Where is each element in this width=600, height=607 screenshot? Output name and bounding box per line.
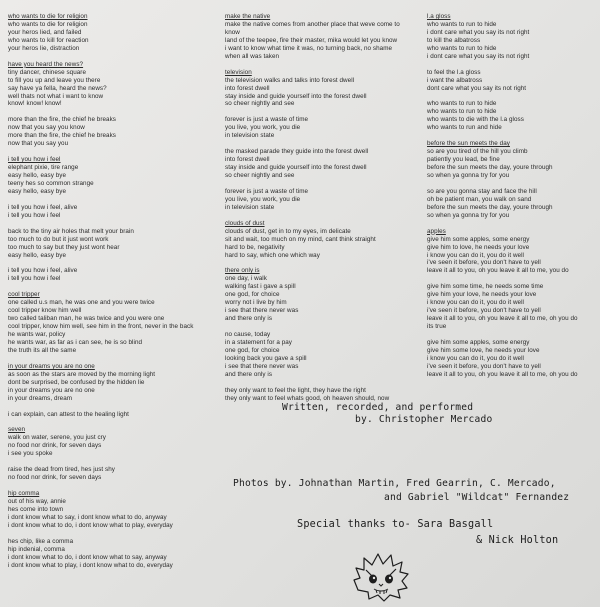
song-title: in your dreams you are no one — [8, 362, 95, 370]
lyric-line: so when ya gonna try for you — [427, 172, 510, 180]
lyric-line: and there only is — [225, 370, 273, 378]
stanza-gap — [8, 259, 223, 267]
song-title: who wants to die for religion — [8, 13, 88, 20]
stanza-gap — [427, 93, 597, 101]
lyric-line: one called u.s man, he was one and you were twice — [8, 299, 155, 307]
lyric-line: raise the dead from tired, hes just shy — [8, 466, 115, 474]
lyric-line: dont be surprised, be confused by the hidden lie — [8, 378, 145, 386]
lyric-line: give him some apples, some energy — [427, 338, 530, 346]
lyric-line: who wants to run to hide — [427, 108, 497, 116]
lyric-line: into forest dwell — [225, 156, 270, 164]
lyric-line: make the native comes from another place that weve come to — [225, 20, 400, 28]
lyric-line: i know you can do it, you do it well — [427, 299, 525, 307]
lyric-line: they only want to feel whats good, oh heaven should, now — [225, 394, 390, 402]
song-title: cool tripper — [8, 291, 40, 299]
lyric-line: the truth its all the same — [8, 346, 77, 354]
lyric-line: cool tripper know him well — [8, 307, 82, 315]
lyric-line: before the sun meets the day, youre through — [427, 203, 553, 211]
credits-written-line: Written, recorded, and performed — [282, 402, 474, 413]
lyric-line: i know you can do it, you do it well — [427, 354, 525, 362]
lyric-line: easy hello, easy bye — [8, 251, 67, 259]
lyric-line: who wants to run to hide — [427, 20, 497, 28]
lyric-line: you live, you work, you die — [225, 195, 301, 203]
lyric-line: so are you tired of the hill you climb — [427, 148, 528, 156]
lyric-line: clouds of dust, get in to my eyes, im delicate — [225, 227, 351, 235]
lyric-line: know! know! know! — [8, 100, 62, 108]
lyric-line: no food nor drink, for seven days — [8, 474, 102, 482]
song-block — [8, 13, 223, 53]
lyric-line: in television state — [225, 132, 275, 140]
lyric-line: who wants to die with the l.a gloss — [427, 116, 524, 124]
song-block — [8, 156, 223, 283]
lyric-line: as soon as the stars are moved by the morning light — [8, 370, 156, 378]
song-title: television — [225, 68, 252, 76]
credits-artist-line: by. Christopher Mercado — [355, 414, 493, 425]
lyric-line: teeny hes so common strange — [8, 179, 94, 187]
lyric-line: forever is just a waste of time — [225, 116, 309, 124]
lyric-line: to kill the albatross — [427, 36, 481, 44]
song-block — [225, 267, 425, 402]
lyric-line: hard to say, which one which way — [225, 251, 320, 259]
lyric-line: and there only is — [225, 315, 273, 323]
lyric-line: leave it all to you, oh you leave it all to me, you do — [427, 267, 569, 275]
lyric-line: before the sun meets the day, youre through — [427, 164, 553, 172]
song-title: before the sun meets the day — [427, 140, 510, 148]
lyric-line: i tell you how i feel, alive — [8, 267, 78, 275]
lyric-line: who wants to kill for reaction — [8, 36, 89, 44]
lyric-line: know — [225, 28, 240, 36]
stanza-gap — [8, 458, 223, 466]
lyric-line: the masked parade they guide into the forest dwell — [225, 148, 369, 156]
song-block — [8, 291, 223, 355]
lyric-line: give him your love, he needs your love — [427, 291, 537, 299]
lyric-line: no cause, today — [225, 331, 271, 339]
lyric-line: sit and wait, too much on my mind, cant think straight — [225, 235, 376, 243]
lyric-line: i tell you how i feel, alive — [8, 203, 78, 211]
lyric-line: i've seen it before, you don't have to yell — [427, 307, 541, 315]
lyric-line: he wants war, as far as i can see, he is so blind — [8, 338, 143, 346]
stanza-gap — [225, 180, 425, 188]
lyrics-column-1 — [8, 13, 223, 570]
lyric-line: no food nor drink, for seven days — [8, 442, 102, 450]
lyric-line: i dont know what to play, i dont know what to do, everyday — [8, 561, 173, 569]
lyric-line: too much to do but it just wont work — [8, 235, 109, 243]
lyric-line: who wants to run to hide — [427, 100, 497, 108]
lyric-line: worry not i live by him — [225, 299, 287, 307]
lyric-line: oh be patient man, you walk on sand — [427, 195, 532, 203]
song-block — [8, 426, 223, 482]
lyric-line: to feel the l.a gloss — [427, 68, 481, 76]
lyric-line: stay inside and guide yourself into the forest dwell — [225, 92, 367, 100]
lyric-line: i tell you how i feel — [8, 211, 61, 219]
lyric-line: now that you say you — [8, 140, 69, 148]
lyric-line: in your dreams you are no one — [8, 386, 95, 394]
lyric-line: i see that there never was — [225, 307, 299, 315]
lyric-line: who wants to run and hide — [427, 124, 502, 132]
song-block — [225, 220, 425, 260]
credits-photos-line-2: and Gabriel "Wildcat" Fernandez — [384, 492, 570, 503]
lyric-line: now that you say you know — [8, 124, 85, 132]
lyric-line: i want to know what time it was, no turning back, no shame — [225, 44, 393, 52]
lyric-line: he wants war, policy — [8, 331, 66, 339]
lyrics-column-3 — [427, 13, 597, 379]
lyric-line: i want the albatross — [427, 76, 483, 84]
stanza-gap — [8, 530, 223, 538]
song-title: hip comma — [8, 490, 40, 497]
song-gap — [8, 355, 223, 363]
lyric-line: dont care what you say its not right — [427, 84, 527, 92]
lyric-line: more than the fire, the chief he breaks — [8, 132, 117, 140]
stanza-gap — [8, 108, 223, 116]
song-gap — [225, 212, 425, 220]
lyric-line: i see you spoke — [8, 450, 53, 458]
stanza-gap — [427, 275, 597, 283]
lyric-line: easy hello, easy bye — [8, 187, 67, 195]
lyric-line: in a statement for a pay — [225, 338, 293, 346]
lyric-line: looking back you gave a spill — [225, 354, 307, 362]
stanza-gap — [427, 331, 597, 339]
lyric-line: forever is just a waste of time — [225, 187, 309, 195]
lyrics-column-2 — [225, 13, 425, 403]
lyric-line: leave it all to you, oh you leave it all to me, oh you do — [427, 315, 578, 323]
stanza-gap — [225, 108, 425, 116]
mascot-icon — [350, 550, 412, 602]
song-gap — [427, 220, 597, 228]
song-block — [8, 61, 223, 148]
lyric-line: i've seen it before, you don't have to yell — [427, 362, 541, 370]
stanza-gap — [427, 180, 597, 188]
lyric-line: you live, you work, you die — [225, 124, 301, 132]
lyric-line: your heros lied, and failed — [8, 28, 82, 36]
song-title: i tell you how i feel — [8, 156, 61, 164]
lyric-line: i dont know what to do, i dont know what to play, everyday — [8, 521, 173, 529]
stanza-gap — [8, 220, 223, 228]
lyric-line: i dont know what to say, i dont know what to do, anyway — [8, 513, 167, 521]
song-block — [8, 363, 223, 419]
song-gap — [427, 132, 597, 140]
song-block — [225, 69, 425, 212]
lyric-line: walking fast i gave a spill — [225, 283, 296, 291]
song-title: make the native — [225, 13, 271, 20]
lyric-line: i tell you how i feel — [8, 275, 61, 283]
lyric-line: walk on water, serene, you just cry — [8, 434, 106, 442]
credits-thanks-line: Special thanks to- Sara Basgall — [297, 519, 494, 530]
lyric-line: one god, for choice — [225, 346, 280, 354]
credits-thanks-line-2: & Nick Holton — [476, 535, 559, 546]
lyric-line: i've seen it before, you don't have to yell — [427, 259, 541, 267]
lyric-line: give him to love, he needs your love — [427, 243, 530, 251]
lyric-line: so when ya gonna try for you — [427, 211, 510, 219]
lyric-line: elephant pixie, tire range — [8, 164, 79, 172]
lyric-line: more than the fire, the chief he breaks — [8, 116, 117, 124]
lyric-line: hard to be, negativity — [225, 243, 285, 251]
lyric-line: one god, for choice — [225, 291, 280, 299]
lyric-line: too much to say but they just wont hear — [8, 243, 120, 251]
lyric-line: easy hello, easy bye — [8, 172, 67, 180]
lyric-line: hes chip, like a comma — [8, 537, 74, 545]
song-title: l.a gloss — [427, 13, 451, 20]
lyric-line: out of his way, annie — [8, 497, 66, 505]
lyric-line: to fill you up and leave you there — [8, 76, 101, 84]
lyric-line: well thats not what i want to know — [8, 92, 104, 100]
lyric-line: leave it all to you, oh you leave it all to me, oh you do — [427, 370, 578, 378]
lyric-line: one day, i walk — [225, 275, 267, 283]
stanza-gap — [427, 61, 597, 69]
lyric-line: i dont care what you say its not right — [427, 28, 530, 36]
lyric-line: give him some apples, some energy — [427, 235, 530, 243]
song-gap — [8, 482, 223, 490]
lyric-line: i dont care what you say its not right — [427, 52, 530, 60]
lyric-line: when all was taken — [225, 52, 280, 60]
lyric-line: hip indenial, comma — [8, 545, 65, 553]
song-gap — [8, 53, 223, 61]
stanza-gap — [8, 196, 223, 204]
lyric-line: they only want to feel the light, they have the right — [225, 386, 366, 394]
stanza-gap — [225, 379, 425, 387]
lyric-line: your heros lie, distraction — [8, 44, 80, 52]
song-block — [8, 490, 223, 570]
lyric-line: in your dreams, dream — [8, 394, 73, 402]
lyric-line: the television walks and talks into forest dwell — [225, 76, 355, 84]
lyric-line: patiently you lead, be fine — [427, 156, 500, 164]
lyric-line: in television state — [225, 203, 275, 211]
song-gap — [8, 283, 223, 291]
lyric-line: i know you can do it, you do it well — [427, 251, 525, 259]
lyric-line: so cheer nightly and see — [225, 172, 295, 180]
lyric-line: cool tripper, know him well, see him in the front, never in the back — [8, 323, 194, 331]
credits-photos-line: Photos by. Johnathan Martin, Fred Gearrin, C. Mercado, — [233, 478, 556, 489]
lyric-line: i dont know what to do, i dont know what to say, anyway — [8, 553, 167, 561]
song-title: have you heard the news? — [8, 60, 84, 68]
song-block — [427, 140, 597, 220]
stanza-gap — [8, 403, 223, 411]
song-title: clouds of dust — [225, 219, 265, 227]
lyric-line: who wants to run to hide — [427, 44, 497, 52]
lyric-line: two called taliban man, he was twice and you were one — [8, 315, 165, 323]
stanza-gap — [225, 140, 425, 148]
song-gap — [8, 418, 223, 426]
song-title: there only is — [225, 267, 260, 275]
song-title: seven — [8, 426, 26, 434]
lyric-line: i can explain, can attest to the healing light — [8, 410, 129, 418]
lyric-line: tiny dancer, chinese square — [8, 68, 87, 76]
song-title: apples — [427, 227, 446, 235]
lyric-line: give him some love, he needs your love — [427, 346, 540, 354]
lyric-line: land of the teepee, fire their master, mika would let you know — [225, 36, 398, 44]
song-block — [225, 13, 425, 61]
lyric-line: stay inside and guide yourself into the forest dwell — [225, 164, 367, 172]
lyric-line: so are you gonna stay and face the hill — [427, 187, 537, 195]
lyric-line: back to the tiny air holes that melt your brain — [8, 227, 134, 235]
lyric-line: i see that there never was — [225, 362, 299, 370]
lyric-line: give him some time, he needs some time — [427, 283, 544, 291]
stanza-gap — [225, 323, 425, 331]
lyric-line: its true — [427, 323, 447, 331]
song-block — [427, 228, 597, 379]
song-gap — [225, 259, 425, 267]
lyric-line: so cheer nightly and see — [225, 100, 295, 108]
song-gap — [225, 61, 425, 69]
lyric-line: hes come into town — [8, 505, 64, 513]
lyric-line: into forest dwell — [225, 84, 270, 92]
lyric-line: who wants to die for religion — [8, 20, 88, 28]
song-gap — [8, 148, 223, 156]
song-block — [427, 13, 597, 132]
lyric-line: say have ya fella, heard the news? — [8, 84, 107, 92]
